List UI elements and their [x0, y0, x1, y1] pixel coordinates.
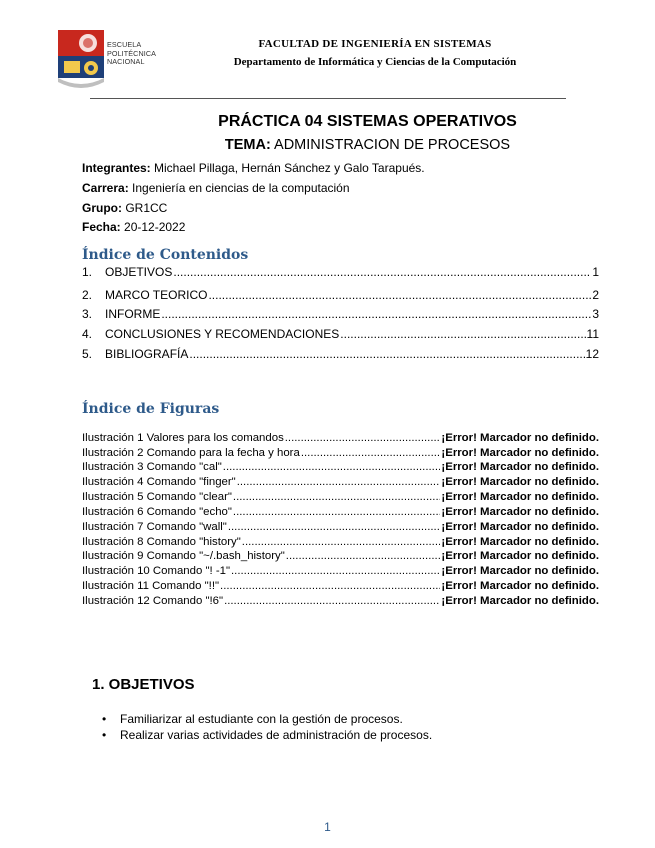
figure-entry[interactable]: Ilustración 12 Comando "!6" ..... ¡Error! Marcador no definido.	[82, 594, 599, 608]
figure-entry[interactable]: Ilustración 3 Comando "cal" ..... ¡Error! Marcador no definido.	[82, 460, 599, 474]
figure-entry[interactable]: Ilustración 7 Comando "wall" ..... ¡Error! Marcador no definido.	[82, 520, 599, 534]
faculty-name: FACULTAD DE INGENIERÍA EN SISTEMAS	[258, 38, 492, 50]
toc-entry[interactable]: 4. CONCLUSIONES Y RECOMENDACIONES ..... 11	[82, 327, 599, 341]
department-name: Departamento de Informática y Ciencias de la Computación	[233, 56, 517, 68]
figure-entry[interactable]: Ilustración 11 Comando "!!" ..... ¡Error! Marcador no definido.	[82, 579, 599, 593]
figure-entry[interactable]: Ilustración 9 Comando "~/.bash_history" ..... ¡Error! Marcador no definido.	[82, 549, 599, 563]
figure-entry[interactable]: Ilustración 2 Comando para la fecha y hora ..... ¡Error! Marcador no definido.	[82, 446, 599, 460]
list-item: • Familiarizar al estudiante con la gestión de procesos.	[102, 712, 403, 726]
document-title: PRÁCTICA 04 SISTEMAS OPERATIVOS	[218, 113, 517, 130]
figures-heading: Índice de Figuras	[82, 401, 220, 417]
toc-heading: Índice de Contenidos	[82, 247, 249, 263]
logo-text: ESCUELA POLITÉCNICA NACIONAL	[107, 40, 157, 67]
list-item: • Realizar varias actividades de administración de procesos.	[102, 728, 433, 742]
figure-entry[interactable]: Ilustración 8 Comando "history" ..... ¡Error! Marcador no definido.	[82, 535, 599, 549]
figure-entry[interactable]: Ilustración 6 Comando "echo" ..... ¡Error! Marcador no definido.	[82, 505, 599, 519]
meta-group: Grupo: GR1CC	[82, 201, 168, 215]
toc-entry[interactable]: 2. MARCO TEORICO ..... 2	[82, 288, 599, 302]
figure-entry[interactable]: Ilustración 10 Comando "! -1" ..... ¡Error! Marcador no definido.	[82, 564, 599, 578]
section-heading: 1. OBJETIVOS	[92, 676, 195, 693]
page-number: 1	[324, 820, 331, 834]
figure-entry[interactable]: Ilustración 4 Comando "finger" ..... ¡Error! Marcador no definido.	[82, 475, 599, 489]
document-topic: TEMA: ADMINISTRACION DE PROCESOS	[224, 137, 511, 153]
toc-entry[interactable]: 1. OBJETIVOS ..... 1	[82, 265, 599, 279]
figure-entry[interactable]: Ilustración 5 Comando "clear" ..... ¡Error! Marcador no definido.	[82, 490, 599, 504]
toc-entry[interactable]: 3. INFORME ..... 3	[82, 307, 599, 321]
meta-date: Fecha: 20-12-2022	[82, 220, 186, 234]
meta-members: Integrantes: Michael Pillaga, Hernán Sánchez y Galo Tarapués.	[82, 161, 425, 175]
toc-entry[interactable]: 5. BIBLIOGRAFÍA ..... 12	[82, 347, 599, 361]
meta-career: Carrera: Ingeniería en ciencias de la computación	[82, 181, 350, 195]
figure-entry[interactable]: Ilustración 1 Valores para los comandos ..... ¡Error! Marcador no definido.	[82, 431, 599, 445]
header-divider	[90, 98, 566, 99]
